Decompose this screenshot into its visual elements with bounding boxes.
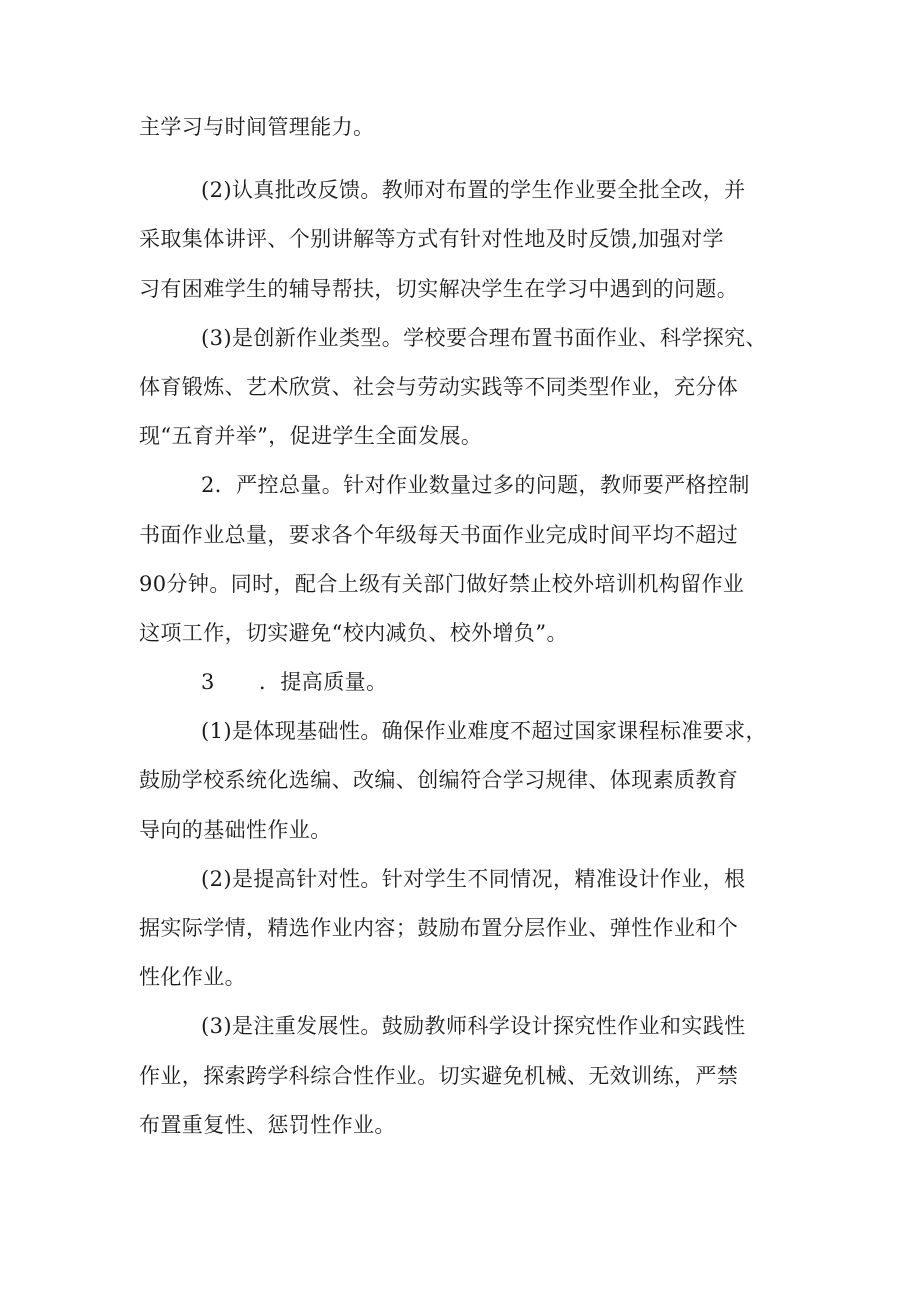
paragraph-line: (2)是提高针对性。针对学生不同情况，精准设计作业，根 [201,866,746,891]
paragraph-line: 导向的基础性作业。 [139,817,332,842]
paragraph-line: 性化作业。 [139,965,246,990]
paragraph-line: 鼓励学校系统化选编、改编、创编符合学习规律、体现素质教育 [139,768,739,793]
paragraph-line: 这项工作，切实避免“校内减负、校外增负”。 [139,620,568,645]
paragraph-line: 现“五育并举”，促进学生全面发展。 [139,424,483,449]
paragraph-line: 主学习与时间管理能力。 [139,115,375,139]
paragraph-line: (3)是创新作业类型。学校要合理布置书面作业、科学探究、 [201,325,767,350]
paragraph-line: (3)是注重发展性。鼓励教师科学设计探究性作业和实践性 [201,1014,746,1039]
paragraph-line: 布置重复性、惩罚性作业。 [139,1112,396,1137]
paragraph-line: 采取集体讲评、个别讲解等方式有针对性地及时反馈,加强对学 [139,227,724,252]
paragraph-line: 习有困难学生的辅导帮扶，切实解决学生在学习中遇到的问题。 [139,276,739,301]
paragraph-line: (2)认真批改反馈。教师对布置的学生作业要全批全改，并 [201,178,746,203]
paragraph-line: 作业，探索跨学科综合性作业。切实避免机械、无效训练，严禁 [139,1063,739,1088]
section-heading [139,658,784,707]
paragraph-line: (1)是体现基础性。确保作业难度不超过国家课程标准要求， [201,719,767,744]
section-number: 3 [201,670,215,695]
document-body [139,103,784,1150]
paragraph-line: 90分钟。同时，配合上级有关部门做好禁止校外培训机构留作业 [139,571,745,596]
paragraph-line: 书面作业总量，要求各个年级每天书面作业完成时间平均不超过 [139,522,739,547]
section-title: ．提高质量。 [259,670,388,695]
paragraph-line: 据实际学情，精选作业内容；鼓励布置分层作业、弹性作业和个 [139,916,739,940]
paragraph-line: 2．严控总量。针对作业数量过多的问题，教师要严格控制 [201,473,750,498]
paragraph-line: 体育锻炼、艺术欣赏、社会与劳动实践等不同类型作业，充分体 [139,374,739,399]
